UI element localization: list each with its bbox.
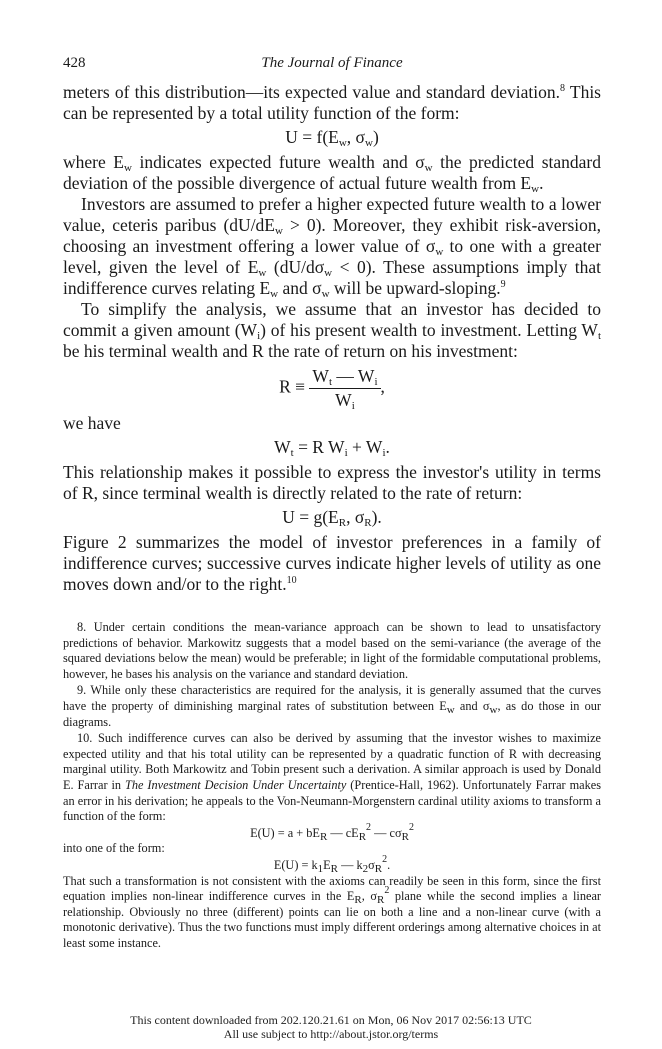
book-title: The Investment Decision Under Uncertainty bbox=[125, 777, 347, 792]
footnote-ref-8[interactable]: 8 bbox=[559, 83, 565, 94]
footnote-ref-10[interactable]: 10 bbox=[286, 575, 297, 586]
equation-rate-of-return: R ≡ $\frac{W_t — W_i}{W_i}$ , bbox=[279, 366, 385, 412]
running-header bbox=[63, 55, 601, 75]
paragraph-4: To simplify the analysis, we assume that an investor has decided to commit a given amount $(W_i)$ of his present wealth to investment. Letting $W_t$ be his terminal wealth and R the rate of return on his investment: bbox=[63, 299, 601, 361]
jstor-footer bbox=[0, 1013, 662, 1041]
journal-title: The Journal of Finance bbox=[261, 55, 403, 71]
footnote-10: 10. Such indifference curves can also be derived by assuming that the investor wishes to maximize expected utility and that his total utility can be represented by a quadratic function of R with decreasing marginal utility. Both Markowitz and Tobin present such a derivation. A similar approach is used by Donald E. Farrar in The Investment Decision Under Uncertainty (Prentice-Hall, 1962). Unfortunately Farrar makes an error in his derivation; he appeals to the Von-Neumann-Morgenstern cardinal utility axioms to transform a function of the form: bbox=[63, 731, 601, 824]
terms-link[interactable]: All use subject to http://about.jstor.org/terms bbox=[223, 1027, 439, 1041]
footnote-9: 9. While only these characteristics are required for the analysis, it is generally assumed that the curves have the property of diminishing marginal rates of substitution between $E_w$ and $\sigma_w$, as do those in our diagrams. bbox=[63, 683, 601, 729]
footnotes bbox=[63, 620, 601, 952]
footnote-ref-9[interactable]: 9 bbox=[500, 279, 506, 290]
footnote-into: into one of the form: bbox=[63, 841, 165, 856]
footnote-equation-quadratic: $E(U) = a + bE_R$ — $cE_R^2$ — $c\sigma_R^2$ bbox=[250, 821, 414, 843]
paragraph-6: This relationship makes it possible to express the investor's utility in terms of R, since terminal wealth is directly related to the rate of return: bbox=[63, 462, 601, 503]
page-number: 428 bbox=[63, 55, 86, 71]
equation-terminal-wealth: $W_t = R$ $W_i + W_i$. bbox=[274, 437, 390, 459]
paragraph-7: Figure 2 summarizes the model of investor preferences in a family of indifference curves; successive curves indicate higher levels of utility as one moves down and/or to the right.$^{10}$ bbox=[63, 532, 601, 594]
paragraph-5: we have bbox=[63, 413, 121, 433]
equation-utility-return: $U = g(E_R$, $\sigma_R$). bbox=[282, 507, 382, 529]
footnote-10-conclusion: That such a transformation is not consistent with the axioms can readily be seen in this form, since the first equation implies non-linear indifference curves in the $E_R$, $\sigma_R^2$ plane while the second implies a linear relationship. Obviously no three (different) points can lie on both a line and a non-linear curve (with a monotonic derivative). Thus the two functions must imply different orderings among alternative choices in at least some instance. bbox=[63, 873, 601, 950]
footnote-8: 8. Under certain conditions the mean-variance approach can be shown to lead to unsatisfactory predictions of behavior. Markowitz suggests that a model based on the semi-variance (the average of the squared deviations below the mean) would be preferable; in light of the formidable computational problems, however, he bases his analysis on the variance and standard deviation. bbox=[63, 620, 601, 681]
paragraph-2: where $E_w$ indicates expected future wealth and $\sigma_w$ the predicted standard deviation of the possible divergence of actual future wealth from $E_w$. bbox=[63, 152, 601, 195]
equation-utility-wealth: $U = f(E_w$, $\sigma_w$) bbox=[285, 127, 379, 149]
fraction: $\frac{W_t — W_i}{W_i}$ bbox=[309, 366, 380, 411]
download-notice: This content downloaded from 202.120.21.61 on Mon, 06 Nov 2017 02:56:13 UTC bbox=[130, 1013, 532, 1027]
main-text bbox=[63, 82, 601, 595]
paragraph-3: Investors are assumed to prefer a higher expected future wealth to a lower value, ceteris paribus $(dU/dE_w > 0)$. Moreover, they exhibit risk-aversion, choosing an investment offering a lower value of $\sigma_w$ to one with a greater level, given the level of $E_w$ $(dU/d\sigma_w < 0)$. These assumptions imply that indifference curves relating $E_w$ and $\sigma_w$ will be upward-sloping.$^9$ bbox=[63, 194, 601, 300]
paragraph-1: meters of this distribution—its expected value and standard deviation.$^8$ This can be represented by a total utility function of the form: bbox=[63, 82, 601, 123]
footnote-equation-linear: $E(U) = k_1E_R$ — $k_2\sigma_R^2$. bbox=[273, 853, 391, 875]
